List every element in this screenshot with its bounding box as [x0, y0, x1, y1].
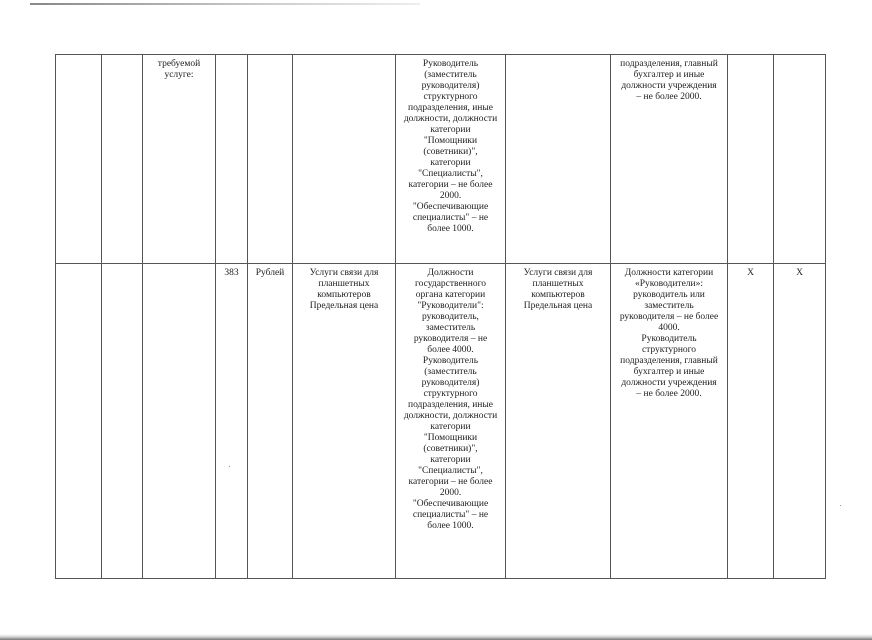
norm-cell	[396, 55, 506, 264]
unit-text: Рублей	[255, 268, 285, 278]
scan-edge-bottom	[0, 634, 872, 640]
row-number: 383	[224, 268, 239, 278]
service-cell-2	[506, 264, 611, 579]
table-cell	[248, 55, 293, 264]
table-row	[56, 264, 826, 579]
service-text-2: Услуги связи для планшетных компьютеров Предельная цена	[523, 268, 593, 311]
norm-fragment-text-2: подразделения, главный бухгалтер и иные должности учреждения – не более 2000.	[620, 59, 718, 102]
table-cell	[56, 55, 102, 264]
norm-text: Должности государственного органа категории "Руководители": руководитель, заместитель руководителя – не более 4000. Руководитель (заместитель руководителя) структурного подразделения, иные должности, должности категории "Помощники (советники)", категории "Специалисты", категории – не более 2000. "Обеспечивающие специалисты" – не более 1000.	[403, 268, 498, 531]
norm-fragment-text: Руководитель (заместитель руководителя) структурного подразделения, иные должности, должности категории "Помощники (советники)", категории "Специалисты", категории – не более 2000. "Обеспечивающие специалисты" – не более 1000.	[403, 59, 498, 234]
unit-cell	[248, 264, 293, 579]
expense-norms-table	[55, 54, 826, 579]
scan-edge-top	[30, 3, 420, 5]
mark-cell-1	[728, 264, 774, 579]
table-cell	[56, 264, 102, 579]
table-row	[56, 55, 826, 264]
scan-speck	[840, 505, 841, 506]
service-cell	[293, 264, 396, 579]
norm-cell-2	[611, 55, 728, 264]
mark-cell-2	[774, 264, 826, 579]
table-cell	[143, 264, 216, 579]
table-cell	[774, 55, 826, 264]
table-cell	[506, 55, 611, 264]
norm-cell-2	[611, 264, 728, 579]
service-text: Услуги связи для планшетных компьютеров Предельная цена	[309, 268, 379, 311]
table-cell	[293, 55, 396, 264]
table-cell	[102, 55, 143, 264]
table-cell	[102, 264, 143, 579]
service-fragment-text: требуемой услуге:	[157, 59, 201, 80]
mark-text-2: Х	[796, 268, 803, 278]
service-cell	[143, 55, 216, 264]
row-number-cell	[216, 264, 248, 579]
table-cell	[216, 55, 248, 264]
mark-text-1: Х	[747, 268, 754, 278]
norm-text-2: Должности категории «Руководители»: руководитель или заместитель руководителя – не более 4000. Руководитель структурного подразделения, главный бухгалтер и иные должности учреждения – не более 2000.	[619, 268, 719, 399]
norm-cell	[396, 264, 506, 579]
table-cell	[728, 55, 774, 264]
